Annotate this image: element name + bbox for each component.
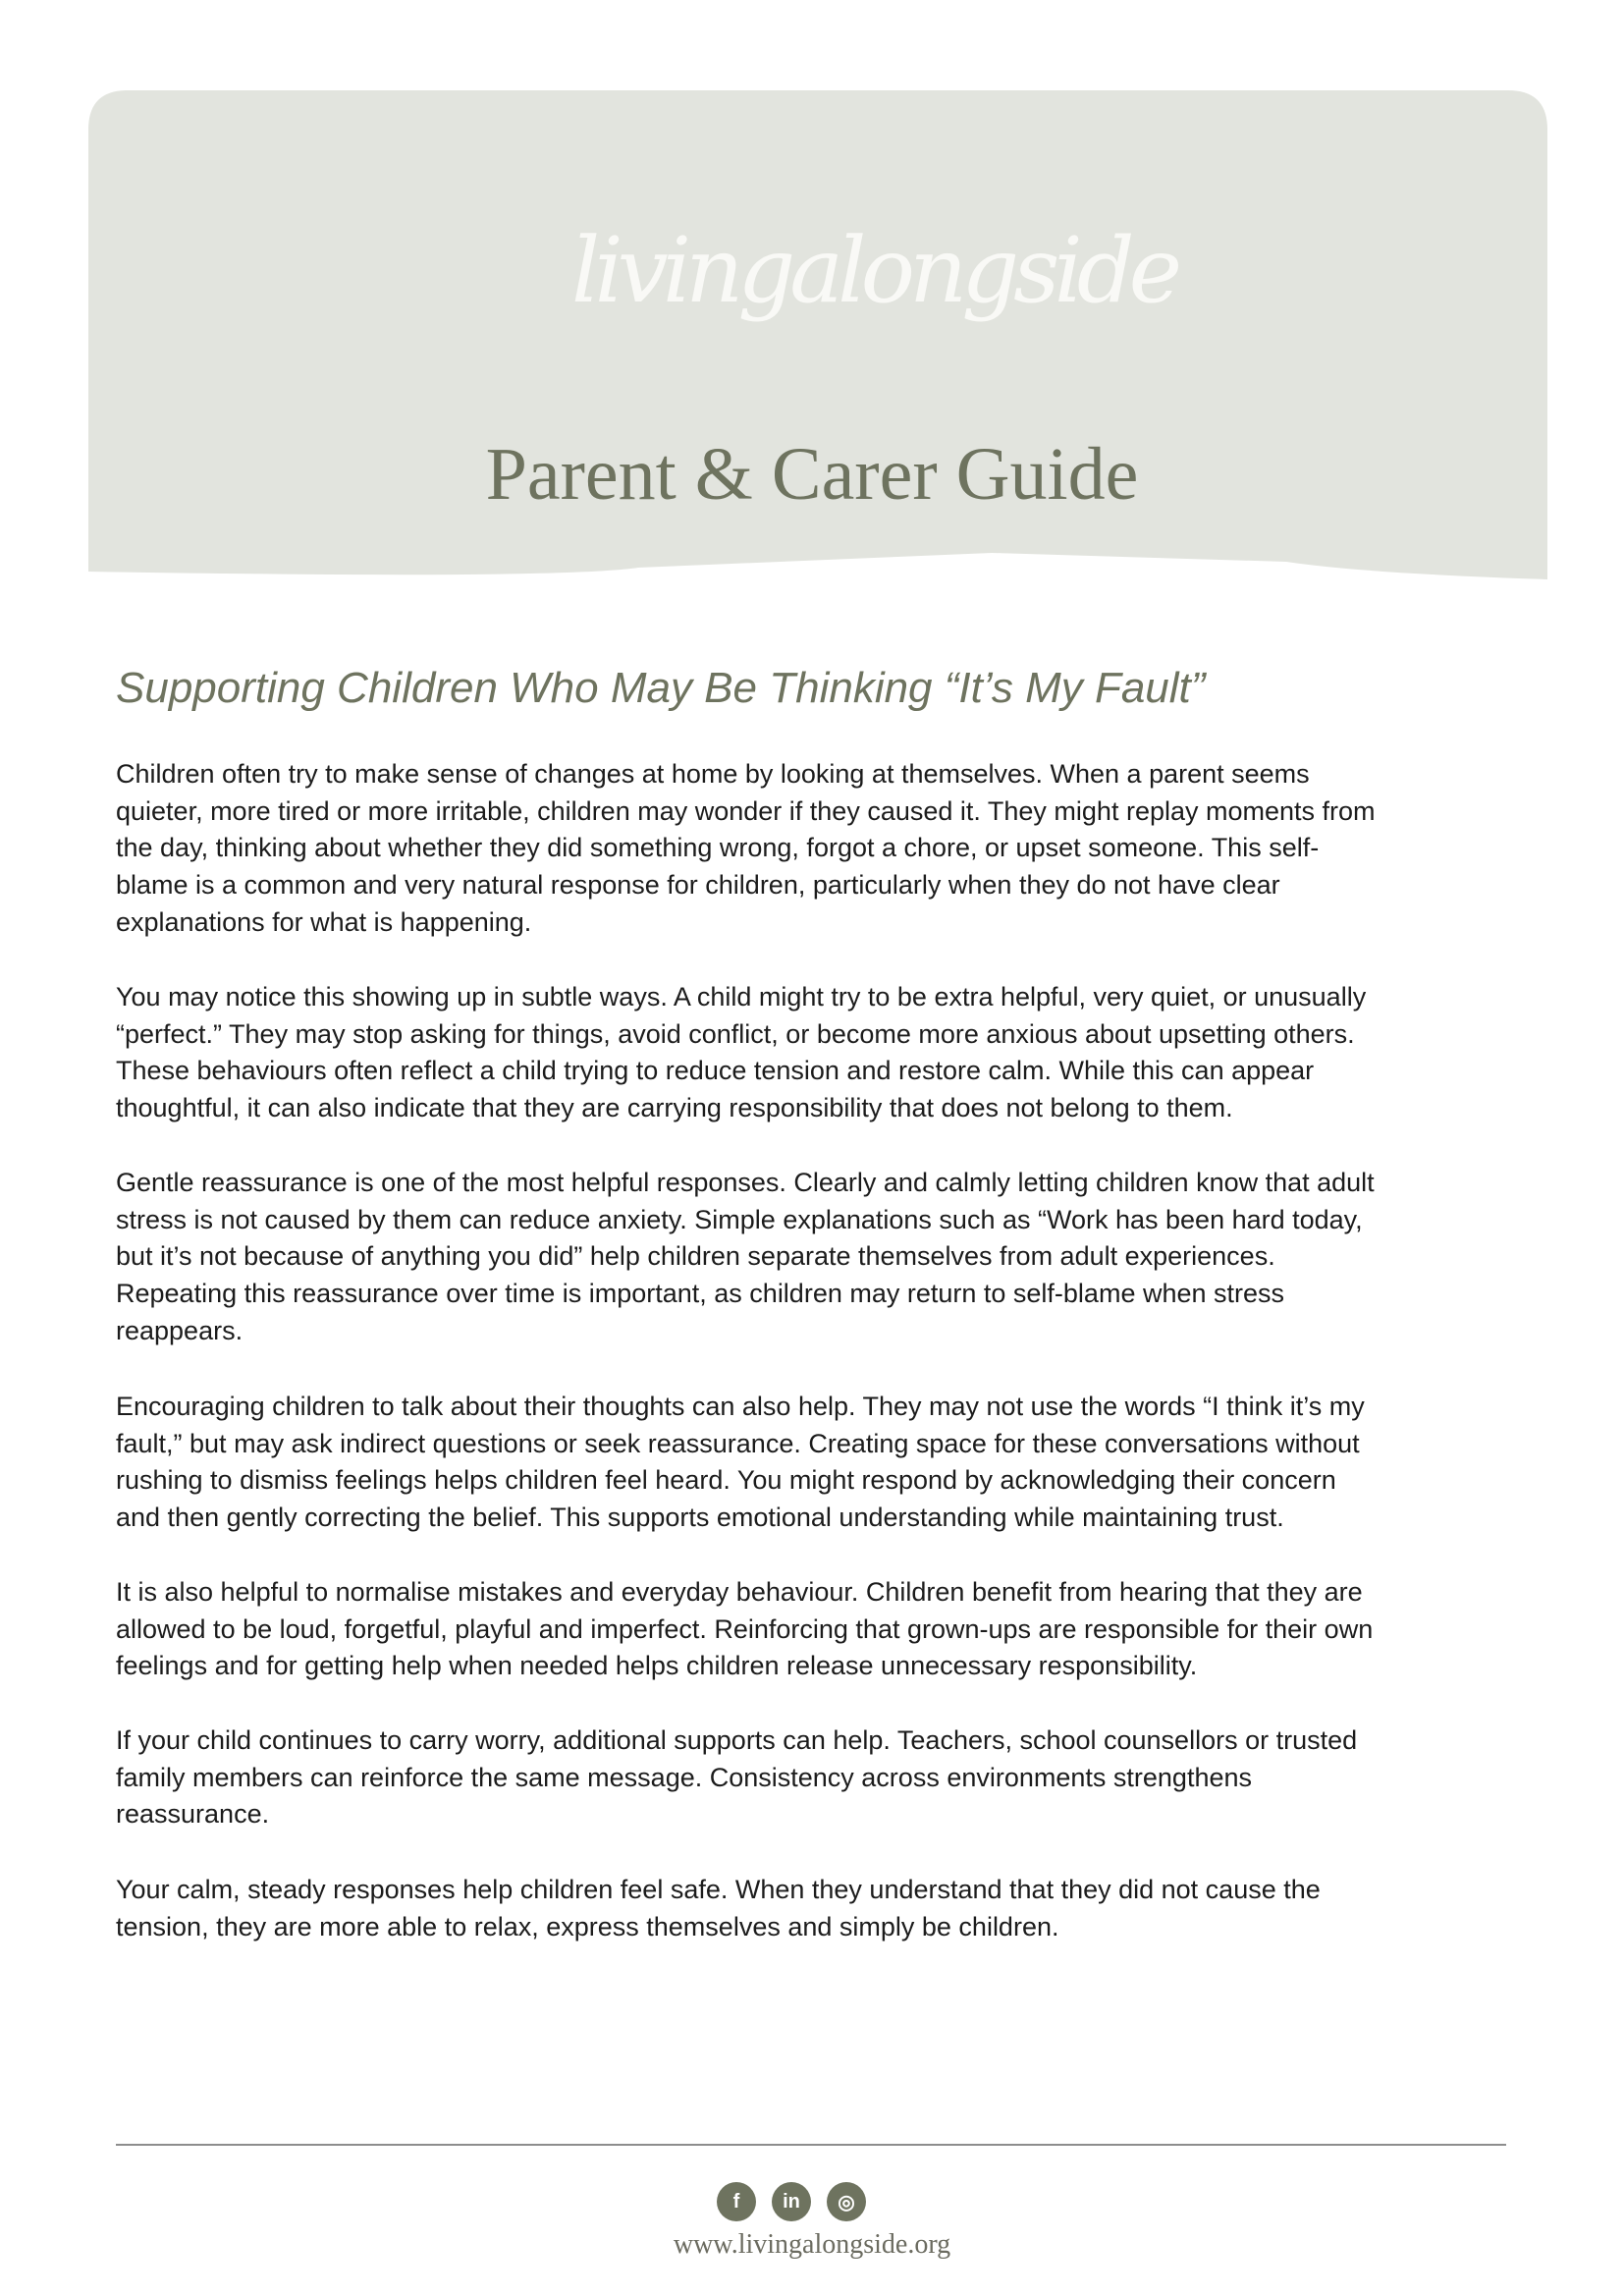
paragraph bbox=[116, 756, 1530, 942]
paragraph bbox=[116, 1165, 1530, 1350]
logo-text: livingalongside bbox=[570, 218, 1177, 323]
paragraph-line: stress is not caused by them can reduce anxiety. Simple explanations such as “Work has been hard today, bbox=[116, 1204, 1363, 1234]
paragraph-line: reappears. bbox=[116, 1315, 244, 1345]
paragraph-line: but it’s not because of anything you did” help children separate themselves from adult experiences. bbox=[116, 1241, 1275, 1272]
paragraph-line: blame is a common and very natural response for children, particularly when they do not have clear bbox=[116, 870, 1280, 901]
article-heading: Supporting Children Who May Be Thinking “It’s My Fault” bbox=[116, 664, 1206, 712]
website-link[interactable]: www.livingalongside.org bbox=[673, 2229, 951, 2260]
paragraph-line: If your child continues to carry worry, additional supports can help. Teachers, school counsellors or trusted bbox=[116, 1725, 1358, 1755]
page-title: Parent & Carer Guide bbox=[485, 433, 1139, 516]
paragraph-line: Children often try to make sense of changes at home by looking at themselves. When a parent seems bbox=[116, 759, 1310, 789]
paragraph-line: allowed to be loud, forgetful, playful and imperfect. Reinforcing that grown-ups are responsible for their own bbox=[116, 1613, 1374, 1644]
instagram-icon[interactable]: ◎ bbox=[827, 2182, 866, 2221]
paragraph-line: thoughtful, it can also indicate that they are carrying responsibility that does not belong to them. bbox=[116, 1093, 1233, 1123]
social-links bbox=[717, 2182, 866, 2221]
paragraph bbox=[116, 1389, 1530, 1537]
paragraph-line: It is also helpful to normalise mistakes and everyday behaviour. Children benefit from hearing that they are bbox=[116, 1577, 1363, 1607]
paragraph-line: Repeating this reassurance over time is important, as children may return to self-blame when stress bbox=[116, 1279, 1285, 1309]
paragraph bbox=[116, 1872, 1530, 1945]
linkedin-icon[interactable]: in bbox=[772, 2182, 811, 2221]
paragraph-line: feelings and for getting help when needed helps children release unnecessary responsibility. bbox=[116, 1651, 1198, 1681]
paragraph bbox=[116, 979, 1530, 1127]
paragraph-line: Gentle reassurance is one of the most helpful responses. Clearly and calmly letting children know that adult bbox=[116, 1168, 1375, 1197]
paragraph-line: “perfect.” They may stop asking for things, avoid conflict, or become more anxious about upsetting others. bbox=[116, 1018, 1355, 1049]
paragraph-line: tension, they are more able to relax, express themselves and simply be children. bbox=[116, 1911, 1059, 1941]
paragraph-line: Encouraging children to talk about their thoughts can also help. They may not use the words “I think it’s my bbox=[116, 1392, 1365, 1421]
paragraph-line: fault,” but may ask indirect questions or seek reassurance. Creating space for these conversations without bbox=[116, 1428, 1360, 1458]
paragraph-line: Your calm, steady responses help children feel safe. When they understand that they did not cause the bbox=[116, 1875, 1321, 1904]
facebook-icon[interactable]: f bbox=[717, 2182, 756, 2221]
paragraph-line: You may notice this showing up in subtle ways. A child might try to be extra helpful, very quiet, or unusually bbox=[116, 982, 1367, 1011]
paragraph-line: explanations for what is happening. bbox=[116, 906, 532, 937]
paragraph-line: reassurance. bbox=[116, 1799, 270, 1830]
footer-divider bbox=[116, 2144, 1506, 2146]
paragraph-line: These behaviours often reflect a child trying to reduce tension and restore calm. While this can appear bbox=[116, 1056, 1315, 1086]
paragraph-line: rushing to dismiss feelings helps children feel heard. You might respond by acknowledging their concern bbox=[116, 1465, 1336, 1496]
paragraph-line: the day, thinking about whether they did something wrong, forgot a chore, or upset someone. This self- bbox=[116, 833, 1320, 863]
paragraph-line: and then gently correcting the belief. This supports emotional understanding while maintaining trust. bbox=[116, 1503, 1284, 1533]
paragraph-line: family members can reinforce the same message. Consistency across environments strengthens bbox=[116, 1762, 1252, 1792]
paragraph-line: quieter, more tired or more irritable, children may wonder if they caused it. They might replay moments from bbox=[116, 795, 1376, 826]
paragraph bbox=[116, 1722, 1530, 1833]
logo bbox=[520, 218, 1227, 414]
paragraph bbox=[116, 1574, 1530, 1685]
